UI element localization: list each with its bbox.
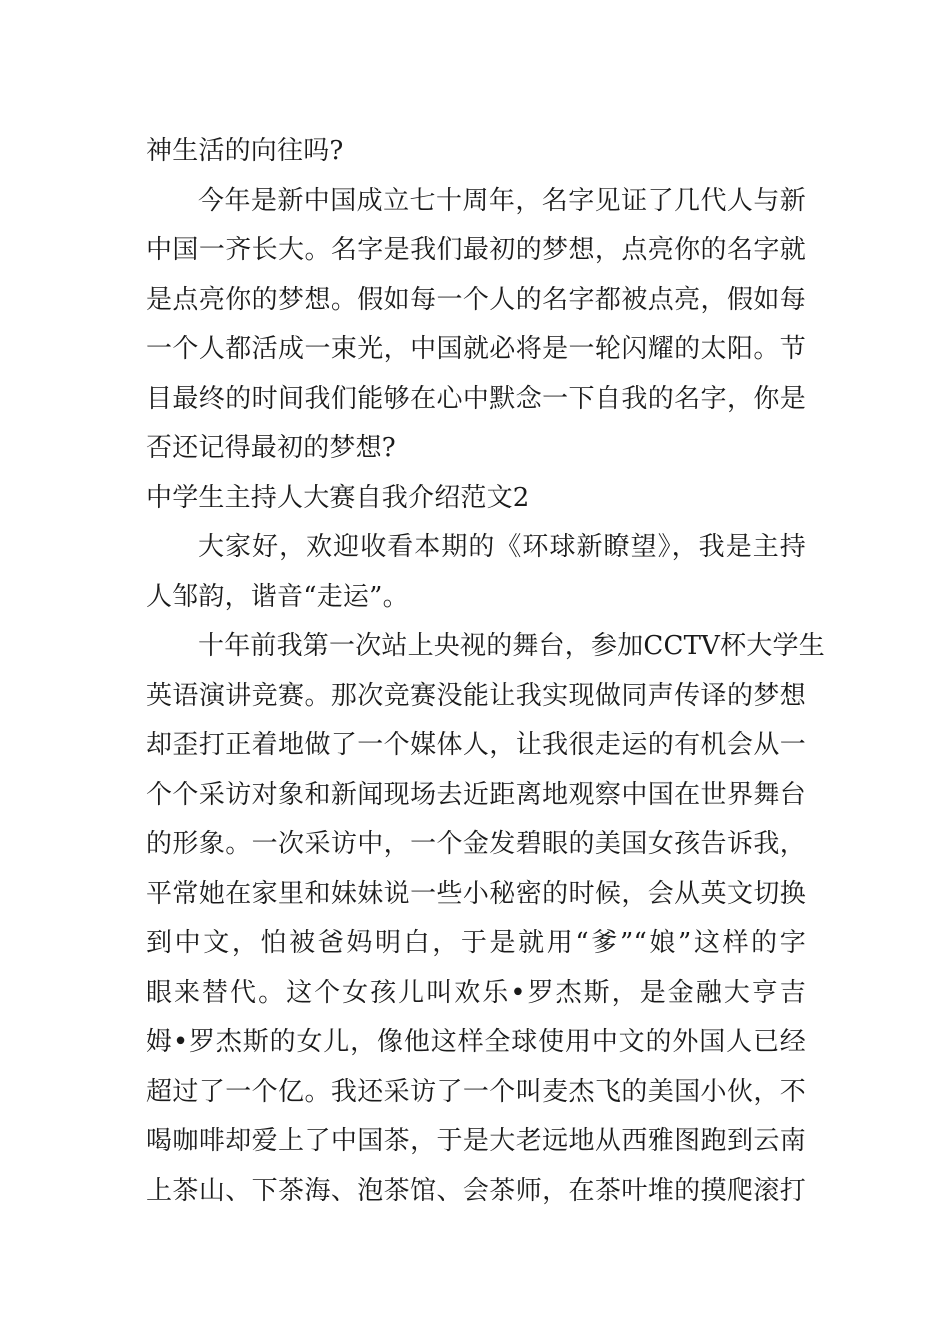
text-line: 超过了一个亿。我还采访了一个叫麦杰飞的美国小伙，不 [146, 1076, 806, 1107]
text-line: 喝咖啡却爱上了中国茶，于是大老远地从西雅图跑到云南 [146, 1126, 806, 1156]
text-line: 姆•罗杰斯的女儿，像他这样全球使用中文的外国人已经 [146, 1027, 806, 1057]
text-line: 目最终的时间我们能够在心中默念一下自我的名字，你是 [146, 383, 806, 414]
text-line: 一个人都活成一束光，中国就必将是一轮闪耀的太阳。节 [146, 334, 806, 364]
text-line: 神生活的向往吗? [146, 136, 344, 166]
text-line: 眼来替代。这个女孩儿叫欢乐•罗杰斯，是金融大亨吉 [146, 977, 806, 1008]
text-line: 个个采访对象和新闻现场去近距离地观察中国在世界舞台 [146, 779, 806, 810]
document-page [146, 127, 825, 1216]
text-line: 大家好，欢迎收看本期的《环球新瞭望》，我是主持 [198, 532, 806, 562]
text-line: 上茶山、下茶海、泡茶馆、会茶师，在茶叶堆的摸爬滚打 [146, 1175, 806, 1206]
text-line: 英语演讲竞赛。那次竞赛没能让我实现做同声传译的梦想 [146, 680, 806, 711]
section-heading: 中学生主持人大赛自我介绍范文2 [146, 482, 530, 513]
text-line: 十年前我第一次站上央视的舞台，参加CCTV杯大学生 [198, 631, 825, 661]
text-line: 的形象。一次采访中，一个金发碧眼的美国女孩告诉我， [146, 829, 806, 859]
text-line: 人邹韵，谐音“走运”。 [146, 581, 409, 612]
text-line: 平常她在家里和妹妹说一些小秘密的时候，会从英文切换 [146, 878, 806, 909]
text-line: 是点亮你的梦想。假如每一个人的名字都被点亮，假如每 [146, 284, 806, 315]
text-line: 到中文，怕被爸妈明白，于是就用“爹”“娘”这样的字 [146, 928, 806, 958]
paragraph [146, 523, 806, 622]
text-line: 否还记得最初的梦想? [146, 433, 396, 463]
paragraph [146, 177, 806, 474]
text-line: 却歪打正着地做了一个媒体人，让我很走运的有机会从一 [146, 730, 806, 760]
text-line: 中国一齐长大。名字是我们最初的梦想，点亮你的名字就 [146, 235, 806, 265]
text-line: 今年是新中国成立七十周年，名字见证了几代人与新 [198, 185, 806, 216]
paragraph [146, 622, 825, 1216]
